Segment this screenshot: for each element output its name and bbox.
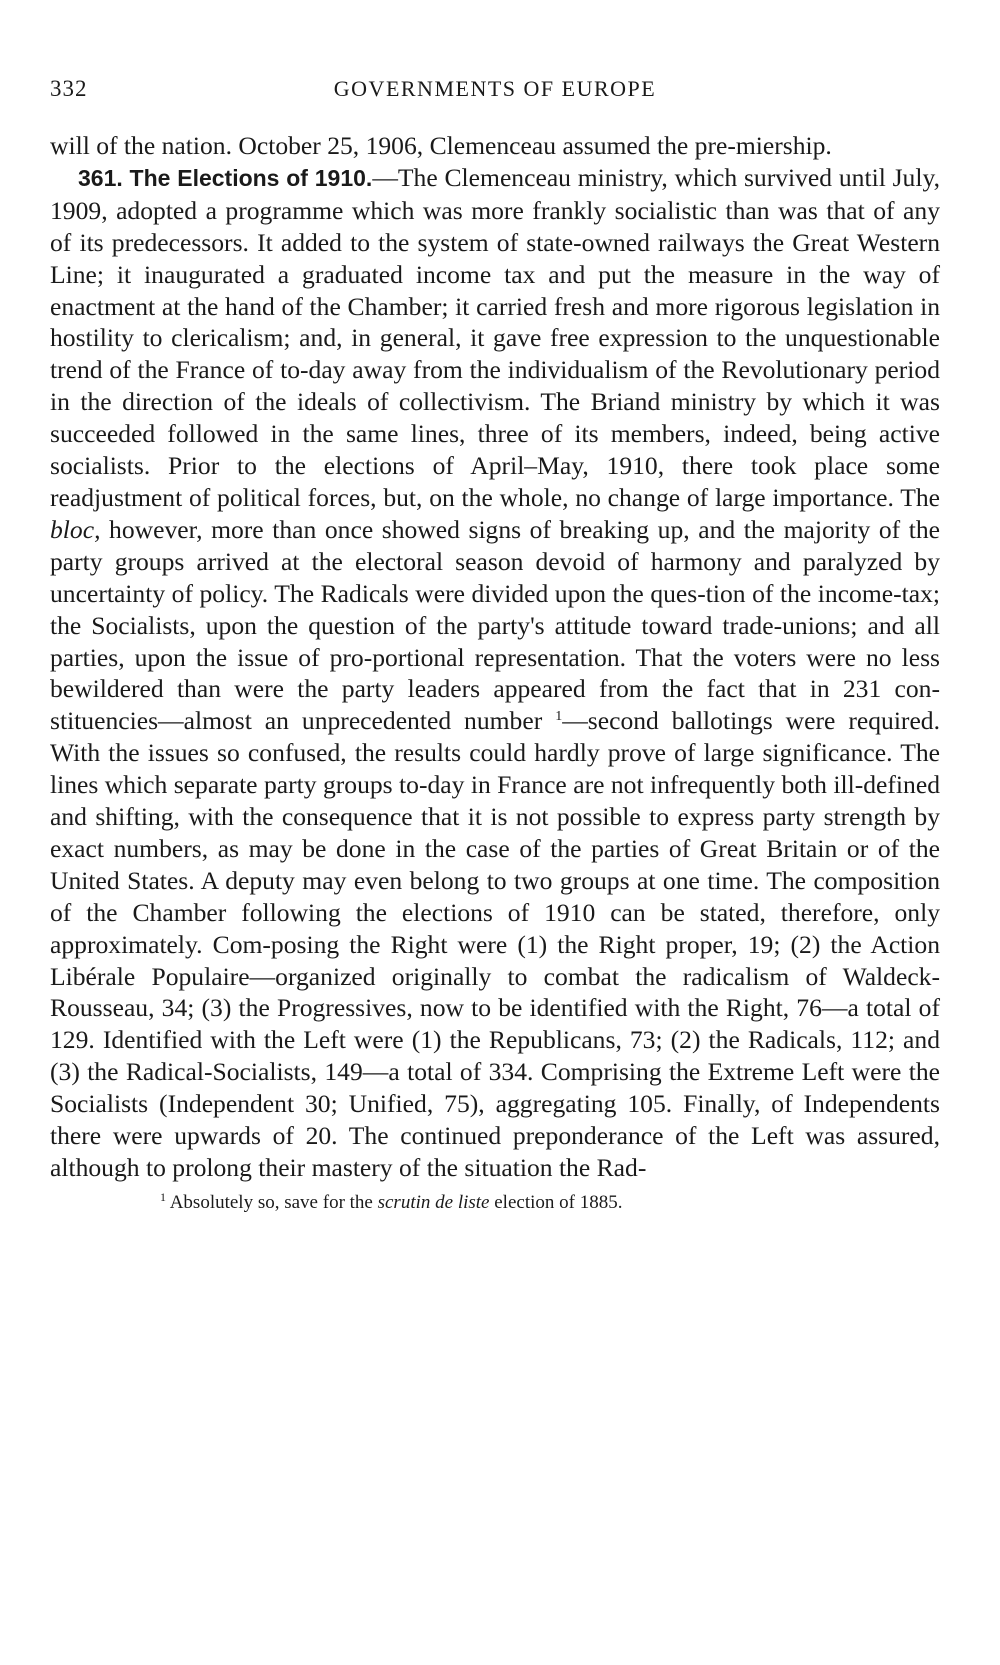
carryover-paragraph: will of the nation. October 25, 1906, Clemenceau assumed the pre-miership. (50, 131, 832, 160)
footnote-reference: 1 (555, 709, 563, 725)
footnote-italic-term: scrutin de liste (377, 1191, 490, 1213)
section-text-part-3: —second ballotings were required. With the issues so confused, the results could hardly prove of large significance. The lines which separate party groups to-day in France are not infrequently both ill-defined and shifting, with the consequence that it is not possible to express party strength by exact numbers, as may be done in the case of the parties of Great Britain or of the United States. A deputy may even belong to two groups at one time. The composition of the Chamber following the elections of 1910 can be stated, therefore, only approximately. Com-posing the Right were (1) the Right proper, 19; (2) the Action Libérale Populaire—organized originally to combat the radicalism of Waldeck-Rousseau, 34; (3) the Progressives, now to be identified with the Right, 76—a total of 129. Identified with the Left were (1) the Republicans, 73; (2) the Radicals, 112; and (3) the Radical-Socialists, 149—a total of 334. Comprising the Extreme Left were the Socialists (Independent 30; Unified, 75), aggregating 105. Finally, of Independents there were upwards of 20. The continued preponderance of the Left was assured, although to prolong their mastery of the situation the Rad- (50, 706, 941, 1182)
page-number: 332 (50, 76, 88, 101)
section-text-part-1: —The Clemenceau ministry, which survived until July, 1909, adopted a programme which was more frankly socialistic than was that of any of its predecessors. It added to the system of state-owned railways the Great Western Line; it inaugurated a graduated income tax and put the measure in the way of enactment at the hand of the Chamber; it carried fresh and more rigorous legislation in hostility to clericalism; and, in general, it gave free expression to the unquestionable trend of the France of to-day away from the individualism of the Revolutionary period in the direction of the ideals of collectivism. The Briand ministry by which it was succeeded followed in the same lines, three of its members, indeed, being active socialists. Prior to the elections of April–May, 1910, there took place some readjustment of political forces, but, on the whole, no change of large importance. The (50, 162, 940, 512)
footnote (50, 1190, 940, 1216)
section-text-part-2: however, more than once showed signs of breaking up, and the majority of the party groups arrived at the electoral season devoid of harmony and paralyzed by uncertainty of policy. The Radicals were divided upon the ques-tion of the income-tax; the Socialists, upon the question of the party's attitude toward trade-unions; and all parties, upon the issue of pro-portional representation. That the voters were no less bewildered than were the party leaders appeared from the fact that in 231 con-stituencies—almost an unprecedented number (50, 514, 940, 736)
running-head (50, 70, 940, 104)
section-heading: 361. The Elections of 1910. (78, 164, 373, 191)
footnote-text-after: election of 1885. (489, 1191, 623, 1213)
book-page (50, 70, 940, 1216)
footnote-text-before: Absolutely so, save for the (166, 1191, 378, 1213)
running-title: GOVERNMENTS OF EUROPE (333, 76, 657, 101)
footnote-marker: 1 (160, 1189, 166, 1204)
body-text (50, 130, 940, 1184)
italic-term-bloc: bloc, (50, 514, 101, 544)
section-361-paragraph (50, 162, 940, 1184)
